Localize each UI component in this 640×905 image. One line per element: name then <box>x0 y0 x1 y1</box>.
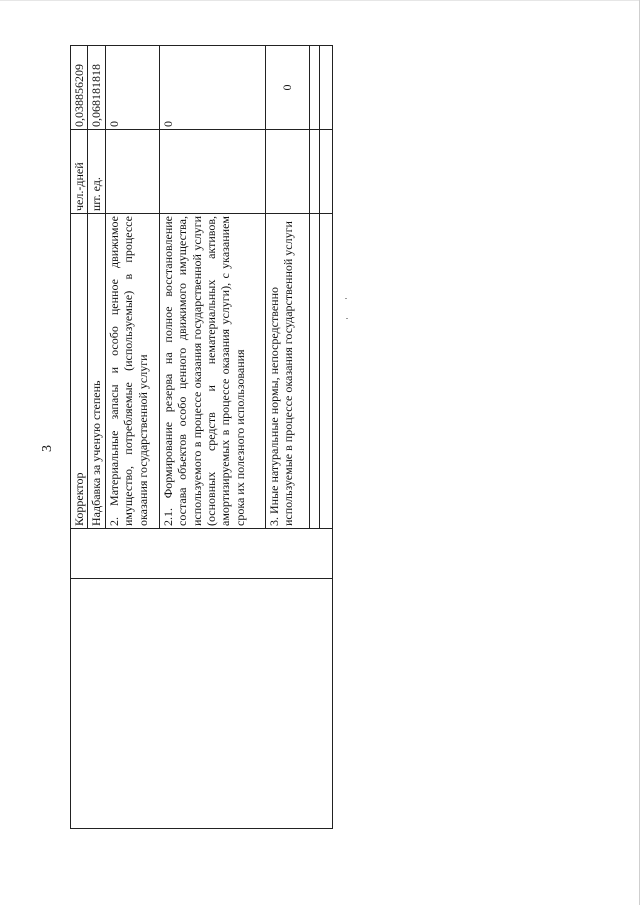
page-number: 3 <box>40 445 55 452</box>
row-name-other-norms: 3. Иные натуральные нормы, непосредственно используемые в процессе оказания государственной услуги <box>265 214 309 529</box>
row-value-reserve: 0 <box>159 46 265 130</box>
scan-speck <box>345 298 347 299</box>
blank-cell <box>319 130 332 214</box>
row-unit-reserve <box>159 130 265 214</box>
row-value-degree-bonus: 0,068181818 <box>88 46 105 130</box>
row-unit-corrector: чел.-дней <box>71 130 88 214</box>
row-name-degree-bonus: Надбавка за ученую степень <box>88 214 105 529</box>
row-unit-materials <box>105 130 159 214</box>
blank-cell <box>309 46 319 130</box>
empty-left-cell <box>71 579 333 829</box>
rotated-table-wrapper <box>70 46 325 829</box>
row-name-corrector: Корректор <box>71 214 88 529</box>
norms-table <box>70 45 333 829</box>
empty-second-cell <box>71 529 333 579</box>
scan-speck <box>346 318 348 319</box>
row-name-materials: 2. Материальные запасы и особо ценное движимое имущество, потребляемые (используемые) в процессе оказания государственной услуги <box>105 214 159 529</box>
blank-cell <box>309 130 319 214</box>
blank-cell <box>309 214 319 529</box>
row-value-materials: 0 <box>105 46 159 130</box>
page-edge-top <box>0 0 640 1</box>
row-value-corrector: 0,038856209 <box>71 46 88 130</box>
row-value-other-norms: 0 <box>265 46 309 130</box>
blank-cell <box>319 214 332 529</box>
table-row-corrector <box>71 46 88 829</box>
row-unit-other-norms <box>265 130 309 214</box>
row-unit-degree-bonus: шт. ед. <box>88 130 105 214</box>
blank-cell <box>319 46 332 130</box>
row-name-reserve: 2.1. Формирование резерва на полное восстановление состава объектов особо ценного движимого имущества, используемого в процессе оказания государственной услуги (основных средств и нематериальных активов, амортизируемых в процессе оказания услуги), с указанием срока их полезного использования <box>159 214 265 529</box>
